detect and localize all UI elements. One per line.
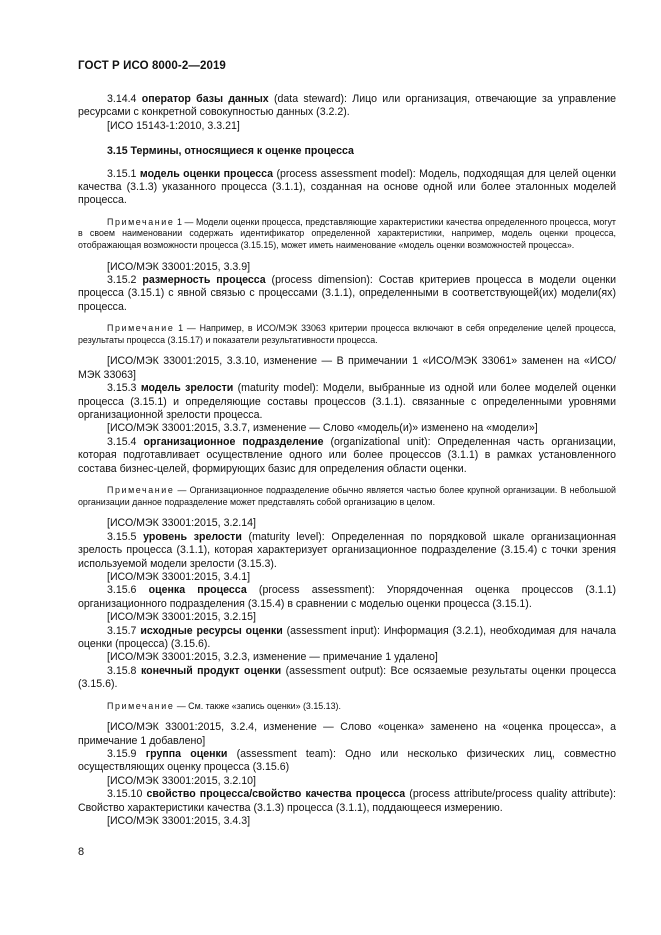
definition-3-15-1: 3.15.1 модель оценки процесса (process assessment model): Модель, подходящая для целей оценки качества (3.1.3) указанного процесса (3.1.1), созданная на основе одной или более эталонных моделей процесса. [78,167,616,207]
note: Примечание — См. также «запись оценки» (3.15.13). [107,700,341,711]
page-header: ГОСТ Р ИСО 8000-2—2019 [78,60,226,72]
definition-3-15-10: 3.15.10 свойство процесса/свойство качества процесса (process attribute/process quality attribute): Свойство характеристики качества (3.1.3) процесса (3.1.1), поддающееся измерению. [78,788,616,814]
reference: [ИСО/МЭК 33001:2015, 3.3.10, изменение — В примечании 1 «ИСО/МЭК 33061» заменен на «ИСО/МЭК 33063] [78,355,616,381]
reference: [ИСО/МЭК 33001:2015, 3.3.7, изменение — Слово «модель(и)» изменено на «модели»] [107,422,538,435]
definition-3-15-5: 3.15.5 уровень зрелости (maturity level): Определенная по порядковой шкале организационная зрелость процесса (3.1.1), которая характеризует организационное подразделение (3.15.4) с точки зрения используемой модели зрелости (3.15.3). [78,530,616,570]
definition-3-15-6: 3.15.6 оценка процесса (process assessment): Упорядоченная оценка процессов (3.1.1) организационного подразделения (3.15.4) в сравнении с моделью оценки процесса (3.15.1). [78,584,616,610]
reference: [ИСО/МЭК 33001:2015, 3.2.10] [107,774,256,787]
page-content [78,93,616,828]
page-number: 8 [78,846,85,858]
definition-3-15-3: 3.15.3 модель зрелости (maturity model): Модели, выбранные из одной или более моделей оценки процесса (3.15.1) и определяющие составы процессов (3.1.1). связанные с определенными уровнями организационной зрелости процесса. [78,382,616,422]
definition-3-14-4: 3.14.4 оператор базы данных (data steward): Лицо или организация, отвечающие за управление ресурсами с конкретной совокупностью данных (3.2.2). [78,93,617,119]
definition-3-15-7: 3.15.7 исходные ресурсы оценки (assessment input): Информация (3.2.1), необходимая для начала оценки (процесса) (3.15.6). [78,624,616,650]
definition-3-15-2: 3.15.2 размерность процесса (process dimension): Состав критериев процесса в модели оценки процесса (3.15.1) с явной связью с процессами (3.1.1), определенными в соответствующей(их) модели(ях) процесса. [78,274,616,313]
reference: [ИСО/МЭК 33001:2015, 3.4.1] [107,570,251,583]
reference: [ИСО/МЭК 33001:2015, 3.2.3, изменение — примечание 1 удалено] [107,651,438,664]
definition-3-15-8: 3.15.8 конечный продукт оценки (assessment output): Все осязаемые результаты оценки процесса (3.15.6). [78,664,616,691]
reference: [ИСО/МЭК 33001:2015, 3.3.9] [107,260,251,273]
reference: [ИСО/МЭК 33001:2015, 3.4.3] [107,815,251,827]
reference: [ИСО/МЭК 33001:2015, 3.2.4, изменение — Слово «оценка» заменено на «оценка процесса», а примечание 1 добавлено] [78,721,616,747]
note: Примечание 1 — Например, в ИСО/МЭК 33063 критерии процесса включают в себя определение целей процесса, результаты процесса (3.15.17) и показатели результативности процесса. [78,323,616,345]
note: Примечание 1 — Модели оценки процесса, представляющие характеристики качества определенного процесса, могут в своем наименовании содержать идентификатор определенной характеристики, например, модель оценки процесса, отображающая возможности процесса (3.15.15), может иметь наименование «модель оценки возможностей процесса». [78,216,616,251]
section-heading: 3.15 Термины, относящиеся к оценке процесса [107,145,354,158]
note: Примечание — Организационное подразделение обычно является частью более крупной организации. В небольшой организации данное подразделение может представлять собой организацию в целом. [78,485,616,507]
reference: [ИСО/МЭК 33001:2015, 3.2.15] [107,611,256,624]
reference: [ИСО 15143-1:2010, 3.3.21] [107,119,240,132]
definition-3-15-4: 3.15.4 организационное подразделение (organizational unit): Определенная часть организации, которая подготавливает осуществление одного или более процессов (3.1.1) в рамках установленного состава бизнес-целей, формирующих базис для определения области оценки. [78,435,616,475]
definition-3-15-9: 3.15.9 группа оценки (assessment team): Одно или несколько физических лиц, совместно осуществляющих оценку процесса (3.15.6) [78,747,616,774]
reference: [ИСО/МЭК 33001:2015, 3.2.14] [107,517,256,530]
